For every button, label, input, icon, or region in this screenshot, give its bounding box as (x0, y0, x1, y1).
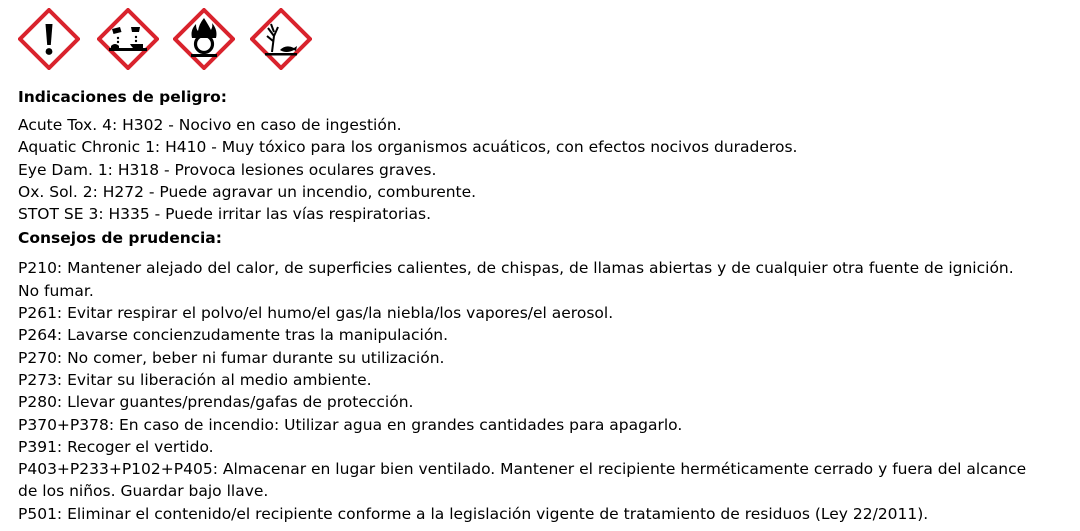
precautionary-statement: P261: Evitar respirar el polvo/el humo/el gas/la niebla/los vapores/el aerosol. (18, 304, 614, 323)
precautionary-statement: P370+P378: En caso de incendio: Utilizar agua en grandes cantidades para apagarlo. (18, 415, 683, 434)
environment-icon (250, 8, 312, 70)
precautionary-statement: P210: Mantener alejado del calor, de superficies calientes, de chispas, de llamas abiertas y de cualquier otra fuente de ignición. (18, 259, 1014, 278)
hazard-statement: Acute Tox. 4: H302 - Nocivo en caso de ingestión. (18, 116, 402, 134)
safety-information (18, 86, 1074, 525)
precautionary-statement: de los niños. Guardar bajo llave. (18, 482, 269, 501)
hazard-statement: Eye Dam. 1: H318 - Provoca lesiones oculares graves. (18, 160, 437, 179)
precautionary-statement: No fumar. (18, 281, 94, 300)
hazard-statement: Ox. Sol. 2: H272 - Puede agravar un incendio, comburente. (18, 182, 477, 201)
precautionary-statement: P391: Recoger el vertido. (18, 437, 214, 456)
precautionary-statement: P273: Evitar su liberación al medio ambiente. (18, 370, 372, 389)
precautionary-statement: P501: Eliminar el contenido/el recipiente conforme a la legislación vigente de tratamiento de residuos (Ley 22/2011). (18, 504, 929, 523)
precaution-heading: Consejos de prudencia: (18, 229, 222, 248)
hazard-statement: STOT SE 3: H335 - Puede irritar las vías respiratorias. (18, 205, 432, 224)
hazard-heading: Indicaciones de peligro: (18, 88, 228, 106)
precautionary-statements (18, 257, 1074, 525)
corrosion-icon (97, 8, 159, 70)
hazard-statement: Aquatic Chronic 1: H410 - Muy tóxico para los organismos acuáticos, con efectos nocivos duraderos. (18, 138, 798, 157)
flame-over-circle-icon (173, 8, 235, 70)
precautionary-statement: P264: Lavarse concienzudamente tras la manipulación. (18, 326, 449, 345)
precautionary-statement: P403+P233+P102+P405: Almacenar en lugar bien ventilado. Mantener el recipiente herméticamente cerrado y fuera del alcance (18, 460, 1027, 479)
precautionary-statement: P270: No comer, beber ni fumar durante su utilización. (18, 348, 445, 367)
hazard-statements (18, 114, 1074, 225)
precautionary-statement: P280: Llevar guantes/prendas/gafas de protección. (18, 393, 414, 412)
exclamation-mark-icon (18, 8, 80, 70)
